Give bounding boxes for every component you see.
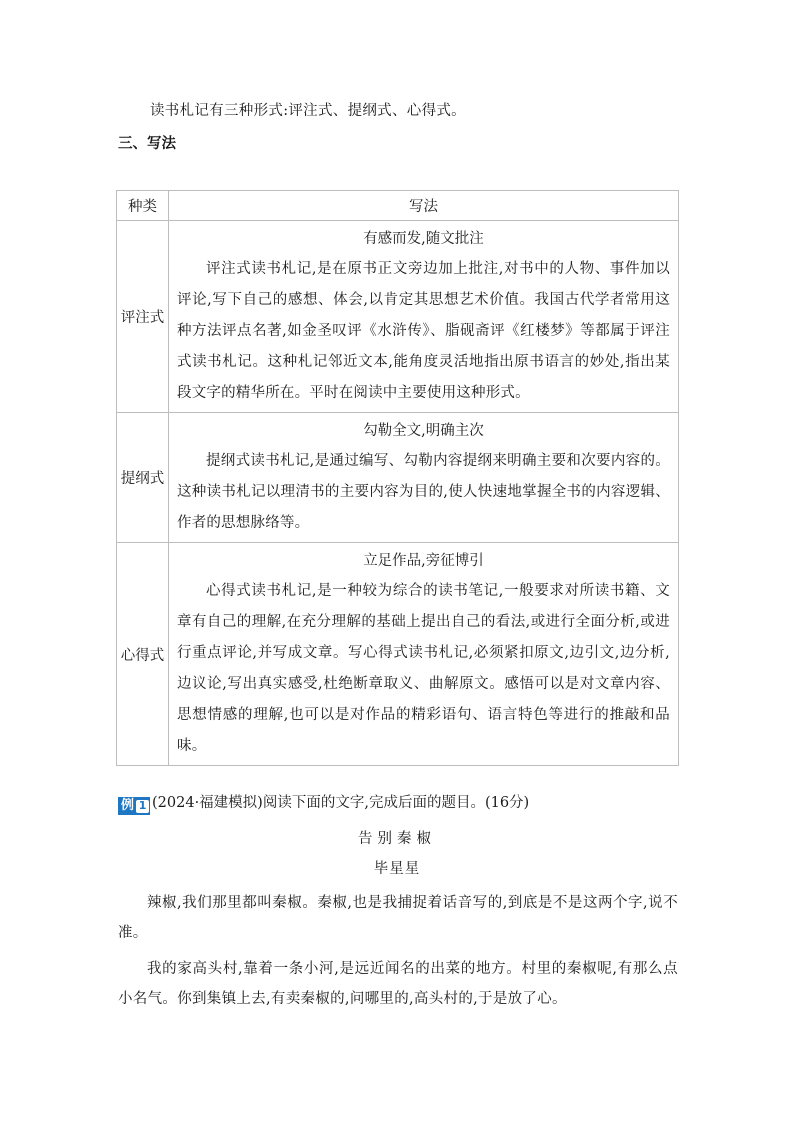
- row-description: 评注式读书札记,是在原书正文旁边加上批注,对书中的人物、事件加以评论,写下自己的感想、体会,以肯定其思想艺术价值。我国古代学者常用这种方法评点名著,如金圣叹评《水浒传》、脂砚斋评《红楼梦》等都属于评注式读书札记。这种札记邻近文本,能角度灵活地指出原书语言的妙处,指出某段文字的精华所在。平时在阅读中主要使用这种形式。: [177, 261, 670, 401]
- example-badge: [118, 797, 150, 815]
- row-subtitle: 立足作品,旁征博引: [363, 553, 484, 569]
- row-subtitle: 勾勒全文,明确主次: [363, 423, 484, 439]
- row-kind: 提纲式: [117, 413, 169, 543]
- intro-text: 读书札记有三种形式:评注式、提纲式、心得式。: [150, 103, 466, 119]
- example-line: [118, 792, 529, 815]
- row-content: [169, 543, 679, 766]
- story-body: [118, 888, 678, 1020]
- example-badge-number: 1: [136, 800, 149, 813]
- row-content: [169, 413, 679, 543]
- row-subtitle: 有感而发,随文批注: [363, 231, 484, 247]
- table-row: [117, 221, 679, 413]
- row-kind: 心得式: [117, 543, 169, 766]
- section-heading: 三、写法: [118, 136, 176, 152]
- story-paragraph: 辣椒,我们那里都叫秦椒。秦椒,也是我捕捉着话音写的,到底是不是这两个字,说不准。: [118, 895, 678, 941]
- story-author: 毕星星: [373, 861, 421, 877]
- writing-methods-table: [116, 190, 679, 766]
- example-prompt: (2024·福建模拟)阅读下面的文字,完成后面的题目。(16分): [152, 795, 530, 811]
- table-header-row: [117, 191, 679, 221]
- row-content: [169, 221, 679, 413]
- header-method: 写法: [169, 191, 679, 221]
- header-kind: 种类: [117, 191, 169, 221]
- story-title: 告别秦椒: [358, 831, 436, 847]
- row-kind: 评注式: [117, 221, 169, 413]
- table-row: [117, 543, 679, 766]
- story-paragraph: 我的家高头村,靠着一条小河,是远近闻名的出菜的地方。村里的秦椒呢,有那么点小名气。你到集镇上去,有卖秦椒的,问哪里的,高头村的,于是放了心。: [118, 961, 678, 1007]
- row-description: 提纲式读书札记,是通过编写、勾勒内容提纲来明确主要和次要内容的。这种读书札记以理清书的主要内容为目的,使人快速地掌握全书的内容逻辑、作者的思想脉络等。: [177, 453, 670, 531]
- example-badge-label: 例: [121, 798, 135, 813]
- row-description: 心得式读书札记,是一种较为综合的读书笔记,一般要求对所读书籍、文章有自己的理解,在充分理解的基础上提出自己的看法,或进行全面分析,或进行重点评论,并写成文章。写心得式读书札记,必须紧扣原文,边引文,边分析,边议论,写出真实感受,杜绝断章取义、曲解原文。感悟可以是对文章内容、思想情感的理解,也可以是对作品的精彩语句、语言特色等进行的推敲和品味。: [177, 583, 670, 754]
- table-row: [117, 413, 679, 543]
